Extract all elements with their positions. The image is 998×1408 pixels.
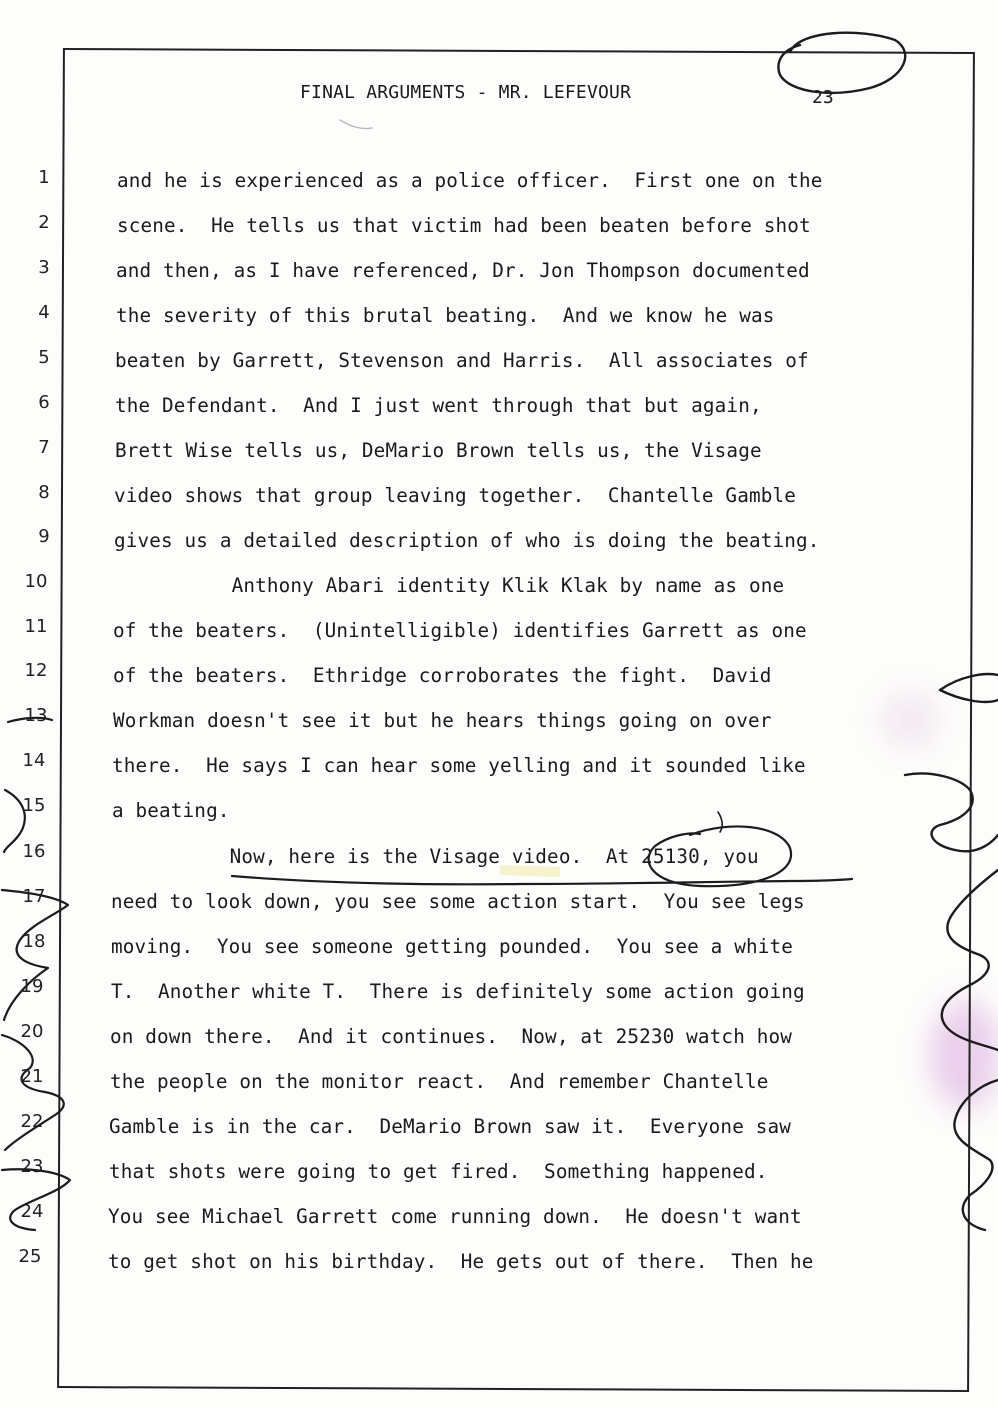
transcript-line: of the beaters. Ethridge corroborates the fight. David bbox=[113, 664, 772, 687]
transcript-line: the severity of this brutal beating. And we know he was bbox=[116, 304, 775, 327]
line-number: 18 bbox=[22, 931, 46, 952]
transcript-line: and he is experienced as a police officer. First one on the bbox=[117, 169, 823, 192]
transcript-line: video shows that group leaving together. Chantelle Gamble bbox=[114, 484, 796, 507]
line-number: 20 bbox=[20, 1021, 44, 1042]
line-number: 6 bbox=[38, 392, 50, 413]
transcript-line: Workman doesn't see it but he hears things going on over bbox=[113, 709, 772, 732]
transcript-line: of the beaters. (Unintelligible) identifies Garrett as one bbox=[113, 619, 807, 642]
line-number: 2 bbox=[38, 212, 50, 233]
transcript-line: the people on the monitor react. And remember Chantelle bbox=[110, 1070, 769, 1093]
transcript-line: on down there. And it continues. Now, at 25230 watch how bbox=[110, 1025, 792, 1048]
transcript-line: Gamble is in the car. DeMario Brown saw it. Everyone saw bbox=[109, 1115, 791, 1138]
transcript-line: You see Michael Garrett come running down. He doesn't want bbox=[108, 1205, 802, 1228]
transcript-line: need to look down, you see some action start. You see legs bbox=[111, 890, 805, 913]
line-number: 14 bbox=[22, 750, 46, 771]
page-header: FINAL ARGUMENTS - MR. LEFEVOUR bbox=[300, 82, 632, 103]
line-number: 17 bbox=[22, 886, 46, 907]
transcript-line: to get shot on his birthday. He gets out of there. Then he bbox=[108, 1250, 814, 1273]
line-number: 25 bbox=[18, 1246, 42, 1267]
transcript-line: scene. He tells us that victim had been beaten before shot bbox=[117, 214, 811, 237]
line-number: 8 bbox=[38, 482, 50, 503]
line-number: 9 bbox=[38, 526, 50, 547]
line-number: 13 bbox=[24, 705, 48, 726]
line-number: 24 bbox=[20, 1201, 44, 1222]
line-number: 21 bbox=[20, 1066, 44, 1087]
transcript-line: the Defendant. And I just went through that but again, bbox=[115, 394, 762, 417]
transcript-line: Brett Wise tells us, DeMario Brown tells us, the Visage bbox=[115, 439, 762, 462]
transcript-line: Anthony Abari identity Klik Klak by name as one bbox=[114, 574, 785, 597]
page-number: 23 bbox=[812, 87, 834, 108]
line-number: 16 bbox=[22, 841, 46, 862]
line-number: 23 bbox=[20, 1156, 44, 1177]
transcript-line: Now, here is the Visage video. At 25130, you bbox=[112, 845, 759, 868]
line-number: 10 bbox=[24, 571, 48, 592]
line-number: 22 bbox=[20, 1111, 44, 1132]
transcript-line: there. He says I can hear some yelling and it sounded like bbox=[112, 754, 806, 777]
transcript-line: beaten by Garrett, Stevenson and Harris. All associates of bbox=[115, 349, 809, 372]
line-number: 7 bbox=[38, 437, 50, 458]
line-number: 5 bbox=[38, 347, 50, 368]
transcript-line: T. Another white T. There is definitely some action going bbox=[111, 980, 805, 1003]
transcript-line: a beating. bbox=[112, 799, 230, 822]
line-number: 12 bbox=[24, 660, 48, 681]
line-number: 15 bbox=[22, 795, 46, 816]
transcript-line: that shots were going to get fired. Something happened. bbox=[109, 1160, 768, 1183]
line-number: 19 bbox=[20, 976, 44, 997]
line-number: 3 bbox=[38, 257, 50, 278]
margin-squiggle bbox=[2, 1035, 64, 1150]
line-number: 11 bbox=[24, 616, 48, 637]
transcript-line: gives us a detailed description of who is doing the beating. bbox=[114, 529, 820, 552]
line-number: 1 bbox=[38, 167, 50, 188]
transcript-line: and then, as I have referenced, Dr. Jon Thompson documented bbox=[116, 259, 810, 282]
transcript-line: moving. You see someone getting pounded. You see a white bbox=[111, 935, 793, 958]
line-number: 4 bbox=[38, 302, 50, 323]
